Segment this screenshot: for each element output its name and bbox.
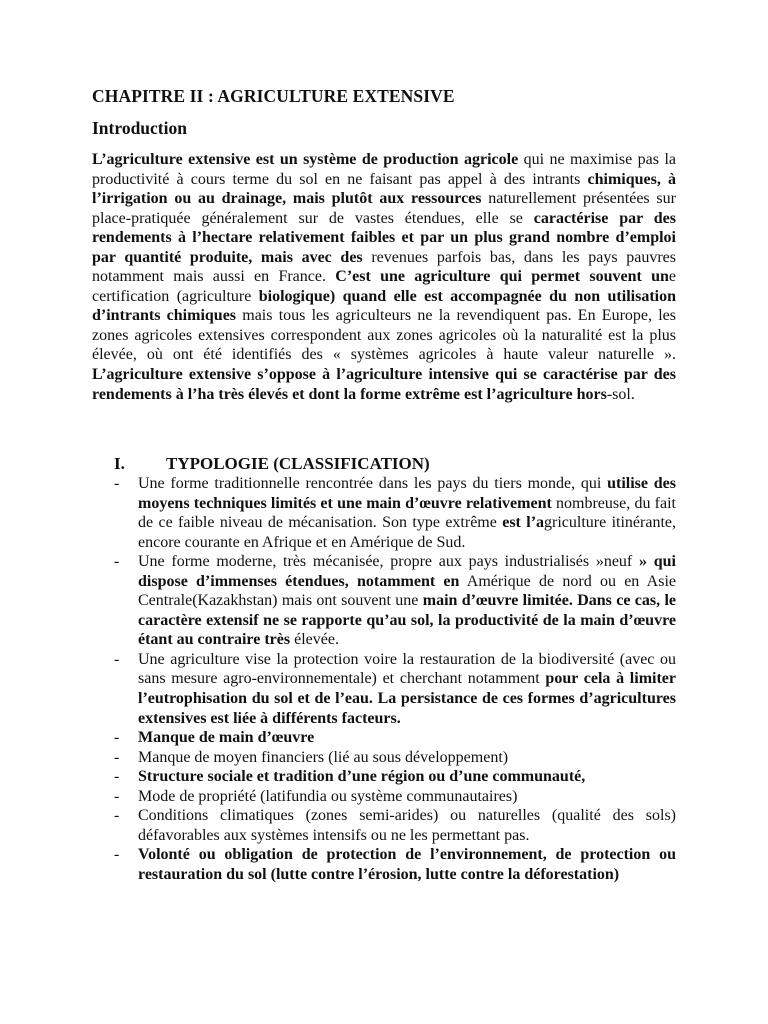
intro-text-7: C’est une agriculture qui permet souvent un [335,268,669,286]
bullet-marker: - [114,650,120,668]
item-text: griculture itinérante, encore courante en Afrique et en Amérique de Sud. [138,514,677,551]
bullet-marker: - [114,748,120,766]
item-text: pour cela à limiter l’eutrophisation du sol et de l’eau. La persistance de ces formes d’agricultures extensives est liée à différents facteurs. [138,670,677,727]
typology-list [114,474,676,884]
item-text: main d’œuvre limitée. Dans ce cas, le caractère extensif ne se rapporte qu’au sol, la productivité de la main d’œuvre étant au contraire très [138,592,676,649]
item-text: Amérique de nord ou en Asie Centrale(Kazakhstan) mais ont souvent une [138,572,676,610]
bullet-marker: - [114,846,120,864]
bullet-marker: - [114,553,120,571]
intro-text-10: mais tous les agriculteurs ne la revendiquent pas. En Europe, les zones agricoles extensives correspondent aux zones agricoles où la naturalité est la plus élevée, où ont été identifiés des « systèmes agricoles à haute valeur naturelle ». [92,307,677,364]
item-text: » qui dispose d’immenses étendues, notamment en [138,553,676,590]
item-text: élevée. [290,631,339,649]
item-text: Volonté ou obligation de protection de l’environnement, de protection ou restauration du sol (lutte contre l’érosion, lutte contre la déforestation) [138,846,676,883]
list-item [114,787,676,807]
bullet-marker: - [114,475,120,492]
intro-text-3: chimiques, à l’irrigation ou au drainage, mais plutôt aux ressources [92,170,676,208]
item-text: Une forme moderne, très mécanisée, propre aux pays industrialisés »neuf [138,553,640,571]
list-item [114,552,676,650]
section-number: I. [114,454,125,473]
section-heading [114,454,430,474]
intro-text-12: -sol. [606,385,635,403]
intro-text-8: e certification (agriculture [92,268,677,305]
intro-text-5: caractérise par des rendements à l’hectare relativement faibles et par un plus grand nombre d’emploi par quantité produite, mais avec des [92,209,676,266]
item-text: utilise des moyens techniques limités et une main d’œuvre relativement [138,475,676,512]
item-text: Une forme traditionnelle rencontrée dans les pays du tiers monde, qui [138,475,608,492]
introduction-heading: Introduction [92,118,187,138]
list-item [114,767,676,787]
bullet-marker: - [114,807,120,825]
list-item [114,650,676,728]
list-item [114,474,676,552]
bullet-marker: - [114,787,120,805]
item-text: Manque de moyen financiers (lié au sous développement) [138,748,509,766]
bullet-marker: - [114,768,120,786]
intro-text-2: qui ne maximise pas la productivité à cours terme du sol en ne faisant pas appel à des intrants [92,151,676,188]
intro-text-9: biologique) quand elle est accompagnée du non utilisation d’intrants chimiques [92,287,676,325]
list-item [114,806,676,845]
section-title: TYPOLOGIE (CLASSIFICATION) [166,454,430,473]
list-item [114,728,676,748]
introduction-paragraph [92,150,676,404]
item-text: Une agriculture vise la protection voire la restauration de la biodiversité (avec ou sans mesure agro-environnementale) et cherchant notamment [138,650,676,688]
intro-text-4: naturellement présentées sur place-pratiquée généralement sur de vastes étendues, elle se [92,190,676,227]
item-text: Structure sociale et tradition d’une région ou d’une communauté, [138,768,586,786]
item-text: Manque de main d’œuvre [138,729,315,747]
item-text: Mode de propriété (latifundia ou système communautaires) [138,787,518,805]
intro-text-1: L’agriculture extensive est un système de production agricole [92,151,519,168]
list-item [114,845,676,884]
bullet-marker: - [114,729,120,747]
list-item [114,748,676,768]
item-text: nombreuse, du fait de ce faible niveau de mécanisation. Son type extrême [138,494,676,532]
intro-text-11: L’agriculture extensive s’oppose à l’agriculture intensive qui se caractérise par des rendements à l’ha très élevés et dont la forme extrême est l’agriculture hors [92,366,676,403]
chapter-title: CHAPITRE II : AGRICULTURE EXTENSIVE [92,86,455,106]
item-text: est l’a [502,514,545,532]
intro-text-6: revenues parfois bas, dans les pays pauvres notamment mais aussi en France. [92,248,677,286]
item-text: Conditions climatiques (zones semi-arides) ou naturelles (qualité des sols) défavorables aux systèmes intensifs ou ne les permettant pas. [138,807,676,844]
